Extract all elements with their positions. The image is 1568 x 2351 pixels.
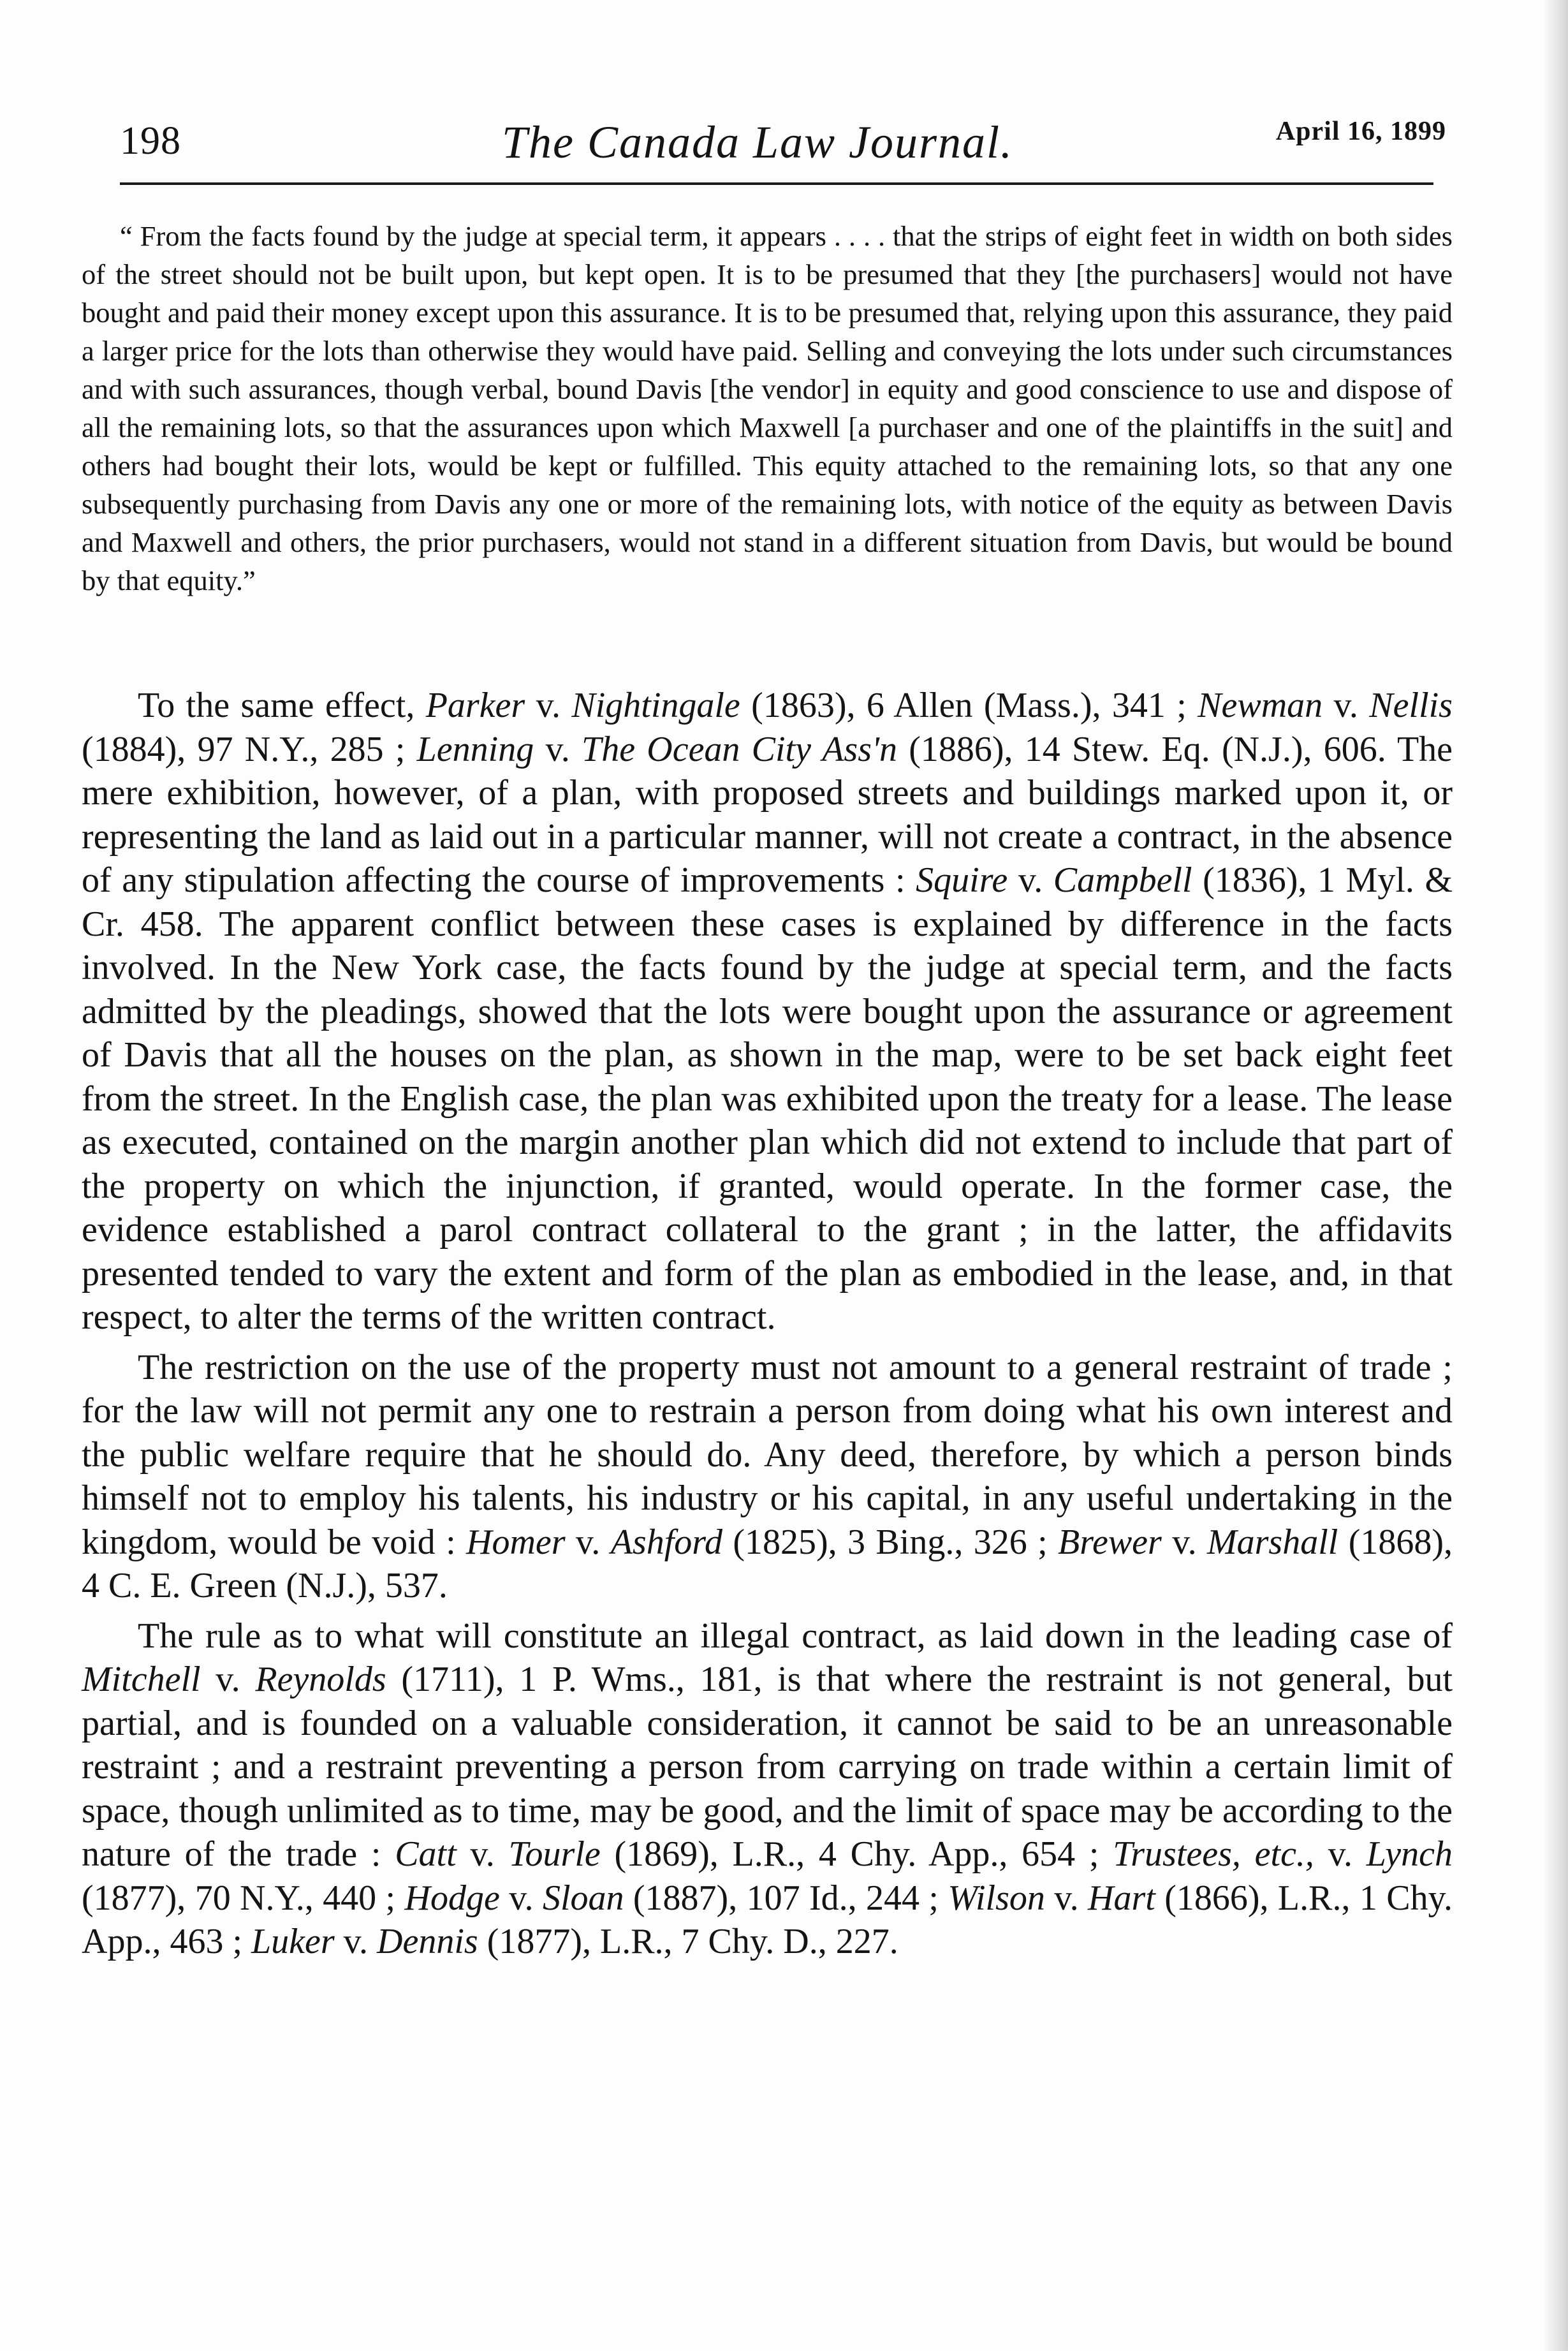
case-name: Marshall bbox=[1206, 1522, 1338, 1562]
case-name: Parker bbox=[425, 686, 525, 725]
text-run: v. bbox=[334, 1922, 377, 1961]
case-name: Lenning bbox=[416, 729, 534, 769]
case-name: Mitchell bbox=[82, 1660, 201, 1699]
case-name: Reynolds bbox=[255, 1660, 386, 1699]
quote-paragraph: “ From the facts found by the judge at special term, it appears . . . . that the strips of eight feet in width on both sides of the street should not be built upon, but kept open. It is to be presumed that they [the purchasers] would not have bought and paid their money except upon this assurance. It is to be presumed that, relying upon this assurance, they paid a larger price for the lots than otherwise they would have paid. Selling and conveying the lots under such circumstances and with such assurances, though verbal, bound Davis [the vendor] in equity and good conscience to use and dispose of all the remaining lots, so that the assurances upon which Maxwell [a purchaser and one of the plaintiffs in the suit] and others had bought their lots, would be kept or fulfilled. This equity attached to the remaining lots, so that any one subsequently purchasing from Davis any one or more of the remaining lots, with notice of the equity as between Davis and Maxwell and others, the prior purchasers, would not stand in a different situation from Davis, but would be bound by that equity.” bbox=[82, 220, 1453, 596]
case-name: Wilson bbox=[948, 1878, 1045, 1918]
text-run: v. bbox=[1323, 686, 1370, 725]
paragraph-2 bbox=[82, 1346, 1453, 1608]
text-run: (1877), L.R., 7 Chy. D., 227. bbox=[478, 1922, 898, 1961]
paragraph-3 bbox=[82, 1614, 1453, 1964]
article-body bbox=[82, 684, 1453, 1970]
text-run: v. bbox=[456, 1834, 509, 1874]
case-name: Squire bbox=[916, 860, 1008, 900]
case-name: Campbell bbox=[1053, 860, 1192, 900]
text-run: (1887), 107 Id., 244 ; bbox=[624, 1878, 948, 1918]
case-name: Dennis bbox=[377, 1922, 478, 1961]
text-run: v. bbox=[534, 729, 582, 769]
text-run: (1866), L.R., 1 Chy. App., 463 ; bbox=[82, 1878, 1453, 1961]
text-run: (1877), 70 N.Y., 440 ; bbox=[82, 1878, 405, 1918]
case-name: Trustees, etc., bbox=[1113, 1834, 1314, 1874]
text-run: v. bbox=[525, 686, 572, 725]
text-run: v. bbox=[1314, 1834, 1367, 1874]
text-run: (1825), 3 Bing., 326 ; bbox=[722, 1522, 1059, 1562]
case-name: Hart bbox=[1088, 1878, 1155, 1918]
case-name: Hodge bbox=[404, 1878, 500, 1918]
text-run: (1836), 1 Myl. & Cr. 458. The apparent conflict between these cases is explained by difference in the facts involved. In the New York case, the facts found by the judge at special term, and the facts admitted by the pleadings, showed that the lots were bought upon the assurance or agreement of Davis that all the houses on the plan, as shown in the map, were to be set back eight feet from the street. In the English case, the plan was exhibited upon the treaty for a lease. The lease as executed, contained on the margin another plan which did not extend to include that part of the property on which the injunction, if granted, would operate. In the former case, the evidence established a parol contract collateral to the grant ; in the latter, the affidavits presented tended to vary the extent and form of the plan as embodied in the lease, and, in that respect, to alter the terms of the written contract. bbox=[82, 860, 1453, 1337]
case-name: Luker bbox=[251, 1922, 335, 1961]
text-run: (1711), 1 P. Wms., 181, is that where the restraint is not general, but partial, and is founded on a valuable consideration, it cannot be said to be an unreasonable restraint ; and a restraint preventing a person from carrying on trade within a certain limit of space, though unlimited as to time, may be good, and the limit of space may be according to the nature of the trade : bbox=[82, 1660, 1453, 1874]
text-run: (1886), 14 Stew. Eq. (N.J.), 606. The mere exhibition, however, of a plan, with proposed streets and buildings marked upon it, or representing the land as laid out in a particular manner, will not create a contract, in the absence of any stipulation affecting the course of improvements : bbox=[82, 729, 1453, 900]
case-name: Nellis bbox=[1369, 686, 1453, 725]
text-run: v. bbox=[1161, 1522, 1207, 1562]
case-name: Lynch bbox=[1366, 1834, 1453, 1874]
paragraph-1 bbox=[82, 684, 1453, 1339]
text-run: v. bbox=[499, 1878, 543, 1918]
text-run: The restriction on the use of the property must not amount to a general restraint of trade ; for the law will not permit any one to restrain a person from doing what his own interest and the public welfare require that he should do. Any deed, therefore, by which a person binds himself not to employ his talents, his industry or his capital, in any useful undertaking in the kingdom, would be void : bbox=[82, 1347, 1453, 1562]
page-edge-shadow bbox=[1542, 0, 1568, 2351]
page-header bbox=[120, 107, 1446, 177]
text-run: (1869), L.R., 4 Chy. App., 654 ; bbox=[600, 1834, 1113, 1874]
text-run: (1868), 4 C. E. Green (N.J.), 537. bbox=[82, 1522, 1453, 1605]
text-run: v. bbox=[1044, 1878, 1088, 1918]
quoted-passage bbox=[82, 217, 1453, 600]
case-name: Homer bbox=[466, 1522, 566, 1562]
issue-date: April 16, 1899 bbox=[1275, 117, 1446, 146]
case-name: The Ocean City Ass'n bbox=[582, 729, 897, 769]
case-name: Catt bbox=[395, 1834, 457, 1874]
text-run: (1884), 97 N.Y., 285 ; bbox=[82, 729, 417, 769]
text-run: To the same effect, bbox=[138, 686, 426, 725]
text-run: (1863), 6 Allen (Mass.), 341 ; bbox=[740, 686, 1198, 725]
case-name: Sloan bbox=[542, 1878, 624, 1918]
case-name: Nightingale bbox=[571, 686, 740, 725]
case-name: Brewer bbox=[1058, 1522, 1162, 1562]
header-rule bbox=[120, 182, 1433, 185]
text-run: v. bbox=[200, 1660, 256, 1699]
text-run: The rule as to what will constitute an illegal contract, as laid down in the leading case of bbox=[138, 1616, 1453, 1656]
text-run: v. bbox=[1007, 860, 1053, 900]
journal-title: The Canada Law Journal. bbox=[501, 117, 1014, 168]
text-run: v. bbox=[565, 1522, 611, 1562]
case-name: Newman bbox=[1198, 686, 1323, 725]
case-name: Ashford bbox=[610, 1522, 722, 1562]
case-name: Tourle bbox=[508, 1834, 601, 1874]
page-number: 198 bbox=[120, 119, 181, 163]
